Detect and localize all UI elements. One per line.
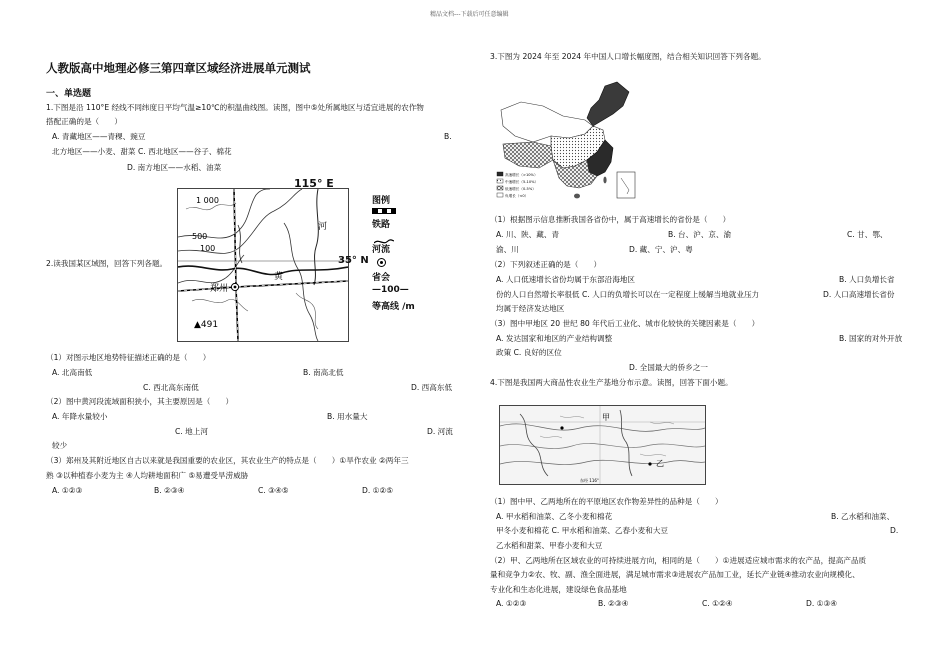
legend-rail-symbol [372, 208, 396, 214]
legend-capital-symbol [377, 258, 386, 267]
q4-sub2-line1: （2）甲、乙两地所在区域农业的可持续进展方向，相同的是（ ）①进展适应城市需求的农产品，提高产品质 [490, 556, 867, 565]
q4-sub1-option-b: B. 乙水稻和油菜、 [831, 512, 895, 521]
map-legend-title: 图例 [372, 196, 391, 206]
river-label-he: 河 [318, 222, 328, 232]
city-label-zhengzhou: 郑州 [210, 284, 229, 294]
q2-sub3-line1: （3）郑州及其附近地区自古以来就是我国重要的农业区，其农业生产的特点是（ ）①旱作农业 ②两年三 [46, 456, 409, 465]
q3-sub3-option-d: D. 全国最大的侨乡之一 [629, 363, 709, 372]
q4-sub1-option-d: D. [890, 526, 899, 535]
q3-sub1-option-a: A. 川、陕、藏、青 [496, 230, 560, 239]
q3-stem: 3.下图为 2024 年至 2024 年中国人口增长幅度图，结合相关知识回答下列各题。 [490, 52, 766, 61]
q4-sub1: （1）图中甲、乙两地所在的平原地区农作物差异性的品种是（ ） [490, 497, 723, 506]
q1-option-a: A. 青藏地区——青稞、豌豆 [52, 132, 146, 141]
region-map-zhengzhou [177, 188, 349, 342]
q2-sub2-option-b: B. 用水量大 [327, 412, 368, 421]
contour-label-1000: 1 000 [196, 196, 219, 205]
latitude-label: 35° N [338, 255, 369, 266]
q4-sub2-option-c: C. ①②④ [702, 599, 733, 608]
q3-sub2-option-a: A. 人口低速增长省份均属于东部沿海地区 [496, 275, 635, 284]
q3-sub2-option-d-cont: 均属于经济发达地区 [496, 304, 565, 313]
q2-sub3-line2: 熟 ③以种植春小麦为主 ④人均耕地面积广 ⑤易遭受旱涝威胁 [46, 471, 249, 480]
q3-sub1-option-c-cont: 渝、川 [496, 245, 519, 254]
q3-sub1-option-b: B. 台、沪、京、渝 [668, 230, 732, 239]
legend-river-label: 河流 [372, 245, 391, 255]
q3-sub2-option-b-c: 份的人口自然增长率很低 C. 人口的负增长可以在一定程度上缓解当地就业压力 [496, 290, 760, 299]
q1-stem-line2: 搭配正确的是（ ） [46, 117, 122, 126]
q3-sub1-option-c: C. 甘、鄂、 [847, 230, 888, 239]
map4-label-yi: 乙 [656, 459, 664, 468]
legend-contour-symbol: —100— [372, 285, 409, 295]
q1-option-b-c: 北方地区——小麦、甜菜 C. 西北地区——谷子、棉花 [52, 147, 232, 156]
q4-sub1-option-d-cont: 乙水稻和甜菜、甲春小麦和大豆 [496, 541, 603, 550]
q4-sub2-option-b: B. ②③④ [598, 599, 629, 608]
section-heading-single-choice: 一、单选题 [46, 89, 92, 99]
peak-label: ▲491 [194, 320, 219, 330]
q3-sub2-option-d: D. 人口高速增长省份 [823, 290, 895, 299]
map3-legend-negative: 负增长（<0） [505, 194, 529, 198]
q2-sub2-option-c: C. 地上河 [175, 427, 208, 436]
q2-sub3-option-a: A. ①②③ [52, 486, 83, 495]
q2-sub1-option-a: A. 北高南低 [52, 368, 93, 377]
q4-sub2-line3: 专业化和生态化进展，建设绿色食品基地 [490, 585, 627, 594]
q2-sub3-option-c: C. ③④⑤ [258, 486, 289, 495]
agricultural-base-map [499, 405, 706, 485]
q3-sub3-option-b-c: 政策 C. 良好的区位 [496, 348, 562, 357]
contour-label-100: 100 [200, 244, 216, 253]
q4-stem: 4.下图是我国两大商品性农业生产基地分布示意。读图，回答下面小题。 [490, 378, 733, 387]
q2-sub2-option-d-cont: 较少 [52, 441, 68, 450]
q2-sub2-option-a: A. 年降水量较小 [52, 412, 108, 421]
legend-capital-label: 省会 [372, 273, 391, 283]
map3-legend-high: 高速增长（>10%） [505, 173, 538, 177]
china-population-growth-map [493, 80, 640, 207]
region-map-drawing [178, 189, 348, 341]
document-title: 人教版高中地理必修三第四章区域经济进展单元测试 [46, 61, 311, 75]
q1-option-b-marker: B. [444, 132, 452, 141]
q3-sub1: （1）根据图示信息推断我国各省份中，属于高速增长的省份是（ ） [490, 215, 731, 224]
q2-sub3-option-b: B. ②③④ [154, 486, 185, 495]
legend-contour-label: 等高线 /m [372, 302, 415, 312]
q2-sub1-option-c: C. 西北高东南低 [143, 383, 199, 392]
q1-option-d: D. 南方地区——水稻、油菜 [127, 163, 222, 172]
q3-sub1-option-d: D. 藏、宁、沪、粤 [629, 245, 693, 254]
q3-sub3-option-b: B. 国家的对外开放 [839, 334, 903, 343]
map4-longitude-label: 东经 116° [580, 478, 599, 483]
header-note: 精品文档---下载后可任意编辑 [430, 11, 509, 18]
q3-sub3: （3）图中甲地区 20 世纪 80 年代后工业化、城市化较快的关键因素是（ ） [490, 319, 760, 328]
q2-stem: 2.读我国某区域图，回答下列各题。 [46, 259, 168, 268]
map3-legend-low: 低速增长（0-5%） [505, 187, 536, 191]
river-label-huang: 黄 [274, 272, 284, 282]
q2-sub1: （1）对图示地区地势特征描述正确的是（ ） [46, 353, 211, 362]
q4-sub2-option-d: D. ①③④ [806, 599, 838, 608]
q4-sub2-line2: 量和竞争力②农、牧、副、渔全面进展，满足城市需求③进展农产品加工业，延长产业链④推动农业向规模化、 [490, 570, 860, 579]
q2-sub2: （2）图中黄河段流域面积狭小，其主要原因是（ ） [46, 397, 234, 406]
q2-sub2-option-d: D. 河流 [427, 427, 453, 436]
longitude-label: 115° E [294, 177, 334, 190]
q1-stem-line1: 1.下图是沿 110°E 经线不同纬度日平均气温≥10℃的积温曲线图。读图，图中⑤处所属地区与适宜进展的农作物 [46, 103, 424, 112]
q2-sub1-option-d: D. 西高东低 [411, 383, 453, 392]
china-map-drawing [493, 80, 640, 207]
map4-label-jia: 甲 [602, 413, 610, 422]
q3-sub3-option-a: A. 发达国家和地区的产业结构调整 [496, 334, 613, 343]
map3-legend-mid: 中速增长（5-10%） [505, 180, 539, 184]
q3-sub2: （2）下列叙述正确的是（ ） [490, 260, 602, 269]
legend-rail-label: 铁路 [372, 220, 391, 230]
contour-label-500: 500 [192, 232, 208, 241]
q4-sub2-option-a: A. ①②③ [496, 599, 527, 608]
q2-sub3-option-d: D. ①②⑤ [362, 486, 394, 495]
q4-sub1-option-b-c: 甲冬小麦和棉花 C. 甲水稻和油菜、乙春小麦和大豆 [496, 526, 669, 535]
agri-map-drawing [500, 406, 705, 484]
q4-sub1-option-a: A. 甲水稻和油菜、乙冬小麦和棉花 [496, 512, 613, 521]
q2-sub1-option-b: B. 南高北低 [303, 368, 344, 377]
q3-sub2-option-b: B. 人口负增长省 [839, 275, 895, 284]
